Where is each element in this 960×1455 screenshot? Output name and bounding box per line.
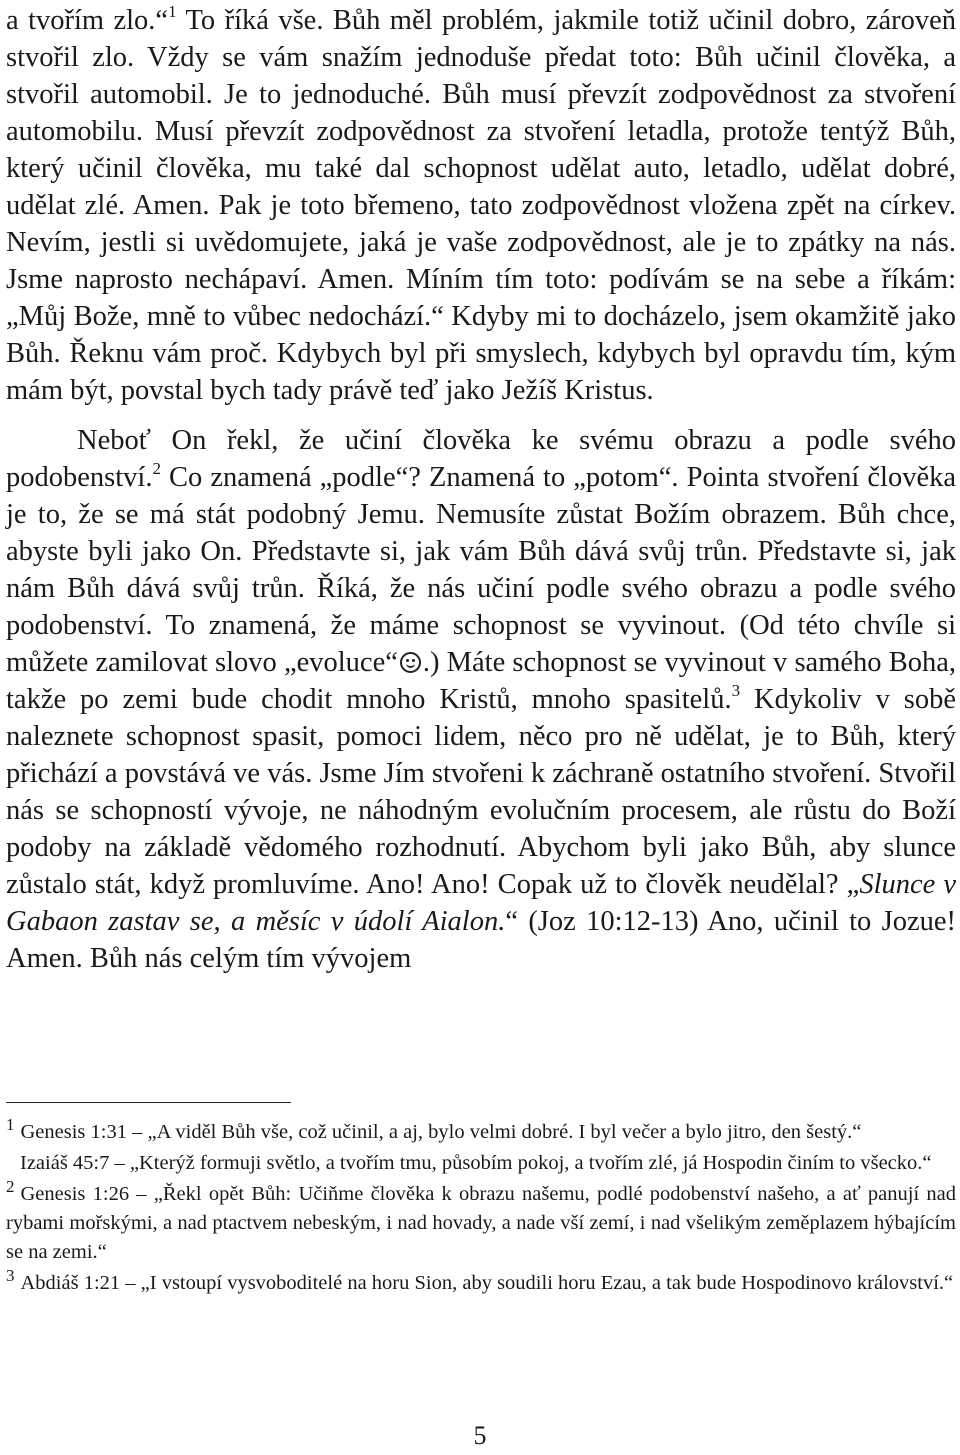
paragraph-text: To říká vše. Bůh měl problém, jakmile totiž učinil dobro, zároveň stvořil zlo. Vždy se vám snažím jednoduše předat toto: Bůh učinil člověka, a stvořil automobil. Je to jednoduché. Bůh musí převzít zodpovědnost za stvoření automobilu. Musí převzít zodpovědnost za stvoření letadla, protože tentýž Bůh, který učinil člověka, mu také dal schopnost udělat auto, letadlo, udělat dobré, udělat zlé. Amen. Pak je toto břemeno, tato zodpovědnost vložena zpět na církev. Nevím, jestli si uvědomujete, jaká je vaše zodpovědnost, ale je to zpátky na nás. Jsme naprosto nechápaví. Amen. Míním tím toto: podívám se na sebe a říkám: „Můj Bože, mně to vůbec nedochází.“ Kdyby mi to docházelo, jsem okamžitě jako Bůh. Řeknu vám proč. Kdybych byl při smyslech, kdybych byl opravdu tím, kým mám být, povstal bych tady právě teď jako Ježíš Kristus. bbox=[6, 5, 956, 406]
footnote-text: Genesis 1:26 – „Řekl opět Bůh: Učiňme člověka k obrazu našemu, podlé podobenství našeho, a ať panují nad rybami mořskými, a nad ptactvem nebeským, i nad hovady, a nade vší zemí, i nad všelikým zeměplazem hýbajícím se na zemi.“ bbox=[6, 1183, 956, 1263]
footnote-text: Genesis 1:31 – „A viděl Bůh vše, což učinil, a aj, bylo velmi dobré. I byl večer a bylo jitro, den šestý.“ bbox=[20, 1121, 862, 1143]
footnote-ref-3[interactable]: 3 bbox=[731, 680, 741, 700]
paragraph-text: Neboť On řekl, že učiní člověka ke svému obrazu a podle svého podobenství. bbox=[6, 425, 956, 493]
page-number: 5 bbox=[473, 1421, 487, 1450]
paragraph-text: Co znamená „podle“? Znamená to „potom“. Pointa stvoření člověka je to, že se má stát podobný Jemu. Nemusíte zůstat Božím obrazem. Bůh chce, abyste byli jako On. Představte si, jak vám Bůh dává svůj trůn. Představte si, jak nám Bůh dává svůj trůn. Říká, že nás učiní podle svého obrazu a podle svého podobenství. To znamená, že máme schopnost se vyvinout. (Od této chvíle si můžete zamilovat slovo „evoluce“ bbox=[6, 462, 956, 678]
page-body bbox=[6, 0, 956, 977]
smiley-face-icon bbox=[400, 652, 421, 673]
footnote-text: Izaiáš 45:7 – „Kterýž formuji světlo, a tvořím tmu, působím pokoj, a tvořím zlé, já Hospodin činím to všecko.“ bbox=[20, 1152, 932, 1174]
footnote-number: 3 bbox=[6, 1266, 15, 1285]
footnote-ref-1[interactable]: 1 bbox=[168, 1, 177, 21]
footnote-ref-2[interactable]: 2 bbox=[152, 458, 161, 478]
paragraph-text: .) Máte schopnost se vyvinout v samého Boha, takže po zemi bude chodit mnoho Kristů, mnoho spasitelů. bbox=[6, 647, 956, 715]
footnote-1 bbox=[6, 1115, 956, 1147]
paragraph-text: a tvořím zlo.“ bbox=[6, 5, 169, 36]
paragraph-1 bbox=[6, 2, 956, 409]
footnote-number: 1 bbox=[6, 1115, 15, 1134]
paragraph-text: “ (Joz 10:12-13) Ano, učinil to Jozue! Amen. Bůh nás celým tím vývojem bbox=[6, 906, 956, 974]
footnote-2 bbox=[6, 1177, 956, 1267]
paragraph-text: Kdykoliv v sobě naleznete schopnost spasit, pomoci lidem, něco pro ně udělat, je to Bůh, který přichází a povstává ve vás. Jsme Jím stvořeni k záchraně ostatního stvoření. Stvořil nás se schopností vývoje, ne náhodným evolučním procesem, ale růstu do Boží podoby na základě vědomého rozhodnutí. Abychom byli jako Bůh, aby slunce zůstalo stát, když promluvíme. Ano! Ano! Copak už to člověk neudělal? „ bbox=[6, 684, 956, 900]
footnote-number: 2 bbox=[6, 1177, 15, 1196]
footnotes bbox=[6, 1115, 956, 1298]
footnote-3 bbox=[6, 1266, 956, 1298]
footnote-1-continued bbox=[6, 1149, 956, 1178]
paragraph-2 bbox=[6, 422, 956, 977]
bible-quote: Slunce v Gabaon zastav se, a měsíc v údolí Aialon. bbox=[6, 869, 956, 937]
footnote-divider bbox=[6, 1102, 291, 1103]
footnote-text: Abdiáš 1:21 – „I vstoupí vysvoboditelé na horu Sion, aby soudili horu Ezau, a tak bude Hospodinovo království.“ bbox=[20, 1272, 954, 1294]
